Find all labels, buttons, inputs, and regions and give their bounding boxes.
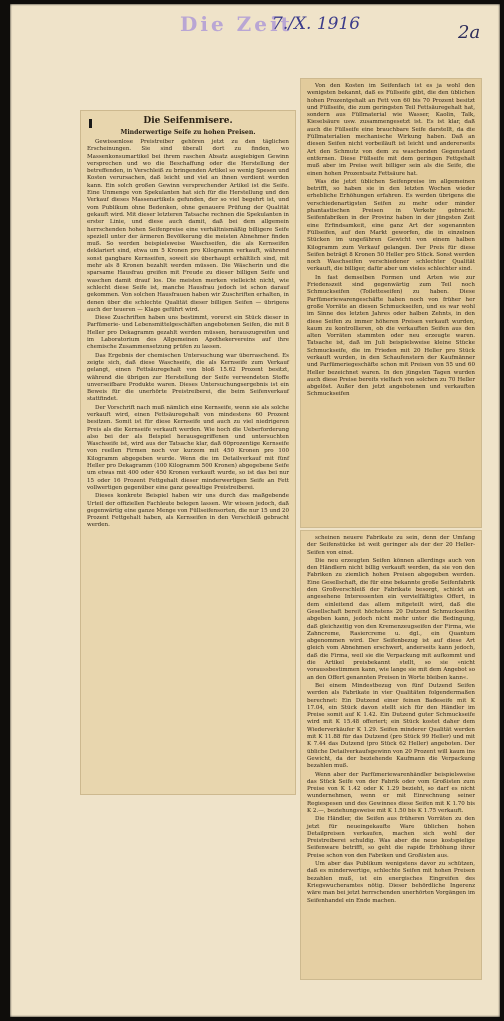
- article-paragraph: Dieses konkrete Beispiel haben wir uns durch das maßgebende Urteil der offiziellen Fachleute belegen lassen. Wir wissen jedoch, daß gegenwärtig eine ganze Menge von Füllseifensorten, die nur 15 und 20 Prozent Fettgehalt haben, als Kernseifen in den Verschleiß gebracht werden.: [87, 493, 289, 529]
- article-clipping-right-bottom: [300, 530, 482, 980]
- article-paragraph: Was die jetzt üblichen Seifenpreise im allgemeinen betrifft, so haben sie in den letzten Wochen wieder erhebliche Erhöhungen erfahren. Es werden übrigens die verschiedenartigsten Seifen zu mehr oder minder phantastischen Preisen in Verkehr gebracht. Seifenfabriken in der Provinz haben in der jüngsten Zeit eine Erfindsamkeit, eine ganz Art der sogenannten Füllseifen, auf den Markt geworfen, die in einzelnen Stücken im ungefähren Gewicht von einem halben Kilogramm zum Verkauf gelangen. Der Preis für diese Seifen beträgt 8 Kronen 50 Heller pro Stück. Sonst werden noch Waschseifen verschiedener schlechter Qualität verkauft, die billiger, dafür aber um vieles schlechter sind.: [307, 178, 475, 273]
- article-paragraph: Die neu erzeugten Seifen können allerdings auch von den Händlern nicht billig verkauft werden, da sie von den Fabriken zu ziemlich hohen Preisen abgegeben werden. Eine Gesellschaft, die für eine bekannte große Seifenfabrik den Großverschleiß der Fabrikate besorgt, schickt an angesehene Interessenten ein vervielfältigtes Offert, in dem einleitend das allem mitgeteilt wird, daß die Gesellschaft bereit höchstens 20 Dutzend Schmuckseifen abgeben kann, jedoch nicht mehr unter die Bedingung, daß gleichzeitig von den Kremenzeugseifen der Firma, wie Zahncreme, Rasiercreme u. dgl., ein Quantum abgenommen wird. Der Seifenbezug ist auf diese Art gleich vom Abnehmen erschwert, anderseits kann jedoch, daß die Firma, weil sie die Verpackung mit aufkommt und die Artikel preisbekannt stellt, so sie »nicht voraussbestimmen kann, wie lange sie mit dem Angebot so an den Offert genannten Preisen in Worte bleiben kann«.: [307, 557, 475, 681]
- article-paragraph: scheinen neuere Fabrikate zu sein, denn der Umfang der Seifenstücke ist weit geringer als der der 20 Heller-Seifen von einst.: [307, 535, 475, 556]
- newspaper-masthead: Die Zeit: [180, 12, 293, 36]
- article-clipping-left: [80, 110, 296, 795]
- article-paragraph: Um aber das Publikum wenigstens davor zu schützen, daß es minderwertige, schlechte Seifen mit hohen Preisen bezahlen muß, ist ein energisches Eingreifen des Kriegswucheramtes nötig. Dieser behördliche Ingerenz wäre man bei jetzt herrschenden unerhörten Vorgängen im Seifenhandel ein Ende machen.: [307, 861, 475, 904]
- article-paragraph: In fast demselben Formen und Arten wie zur Friedenszeit sind gegenwärtig zum Teil noch Schmuckseifen (Toiletteseifen) zu haben. Diese Parfümeriewarengeschäfte haben noch von früher her große Vorräte an diesen Schmuckseifen, und es war wohl im Sinne des letzten Jahres oder halben Zehnts, in den diese Seifen zu immer höheren Preisen verkauft wurden, kaum zu kontrollieren, ob die verkauften Seifen aus den alten Vorräten stammten oder neu erzeugte waren. Tatsache ist, daß im Juli beispielsweise kleine Stücke Schmuckseife, die im Frieden mit 20 Heller pro Stück verkauft wurden, in den Schaufenstern der Kaufmänner und Parfümeriegeschäfte schon mit Preisen von 55 und 60 Heller bezeichnet waren. In den jüngsten Tagen wurden auch diese Preise bereits vielfach von solchen zu 70 Heller abgelöst. Außer den jetzt angebotenen und verkauften Schmuckseifen: [307, 274, 475, 398]
- article-clipping-right-top: [300, 78, 482, 528]
- article-title: Die Seifenmisere.: [143, 116, 233, 126]
- article-paragraph: Wenn aber der Parfümeriewarenhändler beispielsweise das Stück Seife von der Fabrik oder vom Großisten zum Preise von K 1.42 oder K 1.29 bezieht, so darf es nicht wundernehmen, wenn er mit Einrechnung seiner Regiespesen und des Gewinnes diese Seifen mit K 1.70 bis K 2.—, beziehungsweise mit K 1.50 bis K 1.75 verkauft.: [307, 771, 475, 814]
- article-paragraph: Der Vorschrift nach muß nämlich eine Kernseife, wenn sie als solche verkauft wird, einen Fettsäuregehalt von mindestens 60 Prozent besitzen. Somit ist für diese Kernseife und auch zu viel niedrigeren Preis als die Kernseife verkauft werden. Wie hoch die Ueberforderung also bei der als Beispiel herausgegriffenen und untersuchten Waschseife ist, wird aus der Tatsache klar, daß 60prozentige Kernseife von reellen Firmen noch vor kurzem mit 450 Kronen pro 100 Kilogramm abgegeben wurde. Wenn die im Detailverkauf mit fünf Heller pro Dekagramm (100 Kilogramm 500 Kronen) abgegebene Seife um etwas mit 400 oder 450 Kronen verkauft wurde, so ist das bei nur 15 oder 16 Prozent Fettgehalt dieser minderwertigen Seife an Fett vollwertigen gegenüber eine ganz gewaltige Preistreiberei.: [87, 404, 289, 491]
- section-marker: [89, 119, 92, 128]
- page-marker: 2a: [458, 22, 481, 43]
- article-paragraph: Gewissenlose Preistreiber gehören jetzt zu den täglichen Erscheinungen. Sie sind überall dort zu finden, wo Massenkonsumartikel bei ihrem raschen Absatz ausgiebigen Gewinn versprechen und wo die Beschaffung oder die Herstellung der betreffenden, in Verschleiß zu bringenden Artikel so wenig Spesen und Kosten verursachen, daß leicht und viel an ihnen verdient werden kann. Ein solch großen Gewinn versprechender Artikel ist die Seife. Eine Unmenge von Spekulanten hat sich für die Herstellung und den Verkauf dieses Massenartikels gefunden, der so viel begehrt ist, und vom Publikum ohne Bedenken, ohne genauere Prüfung der Qualität gekauft wird. Mit dieser letzteren Tatsache rechnen die Spekulanten in erster Linie, und diese auch damit, daß bei dem allgemein herrschenden hohen Seifenpreise eine verhältnismäßig billigere Seife speziell unter der ärmeren Bevölkerung die meisten Abnehmer finden muß. So werden beispielsweise Waschseifen, die als Kernseifen deklariert sind, etwa um 5 Kronen pro Kilogramm verkauft, während sonst gangbare Kernseifen, soweit sie überhaupt erhältlich sind, mit mehr als 8 Kronen bezahlt werden müssen. Die Wäscherin und die sparsame Hausfrau greifen mit Freude zu dieser billigen Seife und waschen damit drauf los. Die meisten merken vielleicht nicht, wie schlecht diese Seife ist, manche Hausfrau jedoch ist schon darauf gekommen. Von solchen Hausfrauen haben wir Zuschriften erhalten, in denen über die schlechte Qualität dieser billigen Seifen — übrigens auch der teueren — Klage geführt wird.: [87, 139, 289, 313]
- article-paragraph: Von den Kosten im Seifenfach ist es ja wohl den wenigsten bekannt, daß es Füllseife gibt, die den üblichen hohen Prozentgehalt an Fett von 60 bis 70 Prozent besitzt und Füllseife, die zum geringsten Teil Fettsäuregehalt hat, sondern aus Füllmaterial wie Wasser, Kaolin, Talk, Kieselsäure usw. zusammengesetzt ist. Es ist klar, daß auch die Füllseife eine brauchbare Seife darstellt, da die Füllmaterialien mechanische Wirkung haben. Daß an diesen Seifen nicht vorbeiläuft ist leicht und andererseits Art den Schmutz von dem zu waschenden Gegenstand entfernen. Diese Füllseife mit dem geringen Fettgehalt muß aber im Preise weit billiger sein als die Seife, die einen hohen Prozentsatz Fettsäure hat.: [307, 83, 475, 177]
- article-paragraph: Diese Zuschriften haben uns bestimmt, vorerst ein Stück dieser in Parfümerie- und Lebensmittelgeschäften angebotenen Seifen, die mit 8 Heller pro Dekagramm gezahlt werden müssen, herauszugreifen und im Laboratorium des Allgemeinen Apothekervereins auf ihre chemische Zusammensetzung prüfen zu lassen.: [87, 315, 289, 351]
- article-paragraph: Bei einem Mindestbezug von fünf Dutzend Seifen werden als Fabrikate in vier Qualitäten folgendermaßen berechnet: Ein Dutzend einer feinen Badeseife mit K 17.04, ein Stück davon stellt sich für den Händler im Preise somit auf K 1.42. Ein Dutzend guter Schmuckseife wird mit K 15.48 offeriert; ein Stück kostet daher dem Wiederverkäufer K 1.29. Seifen minderer Qualität werden mit K 11.88 für das Dutzend (pro Stück 99 Heller) und mit K 7.44 das Dutzend (pro Stück 62 Heller) angeboten. Der übliche Detailverkaufsgewinn von 20 Prozent will kaum ins Gewicht, da der beziehende Kaufmann die Verpackung bezahlen muß.: [307, 682, 475, 770]
- article-paragraph: Das Ergebnis der chemischen Untersuchung war überraschend. Es zeigte sich, daß diese Waschseife, die als Kernseife zum Verkauf gelangt, einen Fettsäuregehalt von bloß 15.62 Prozent besitzt, während die übrigen zur Herstellung der Seife verwendeten Stoffe unverseifbare Produkte waren. Dieses Untersuchungsergebnis ist ein Beweis für die unerhörte Preistreiberei, die beim Seifenverkauf stattfindet.: [87, 352, 289, 403]
- article-subtitle: Minderwertige Seife zu hohen Preisen.: [120, 129, 256, 136]
- article-paragraph: Die Händler, die Seifen aus früheren Vorräten zu den jetzt für neueingekaufte Ware üblichen hohen Detailpreisen verkaufen, machen sich wohl der Preistreiberei schuldig. Was aber die neue kostspielige Seifenware betrifft, so geht die rapide Erhöhung ihrer Preise schon von den Fabriken und Großisten aus.: [307, 816, 475, 859]
- handwritten-date: 7./X. 1916: [272, 14, 361, 34]
